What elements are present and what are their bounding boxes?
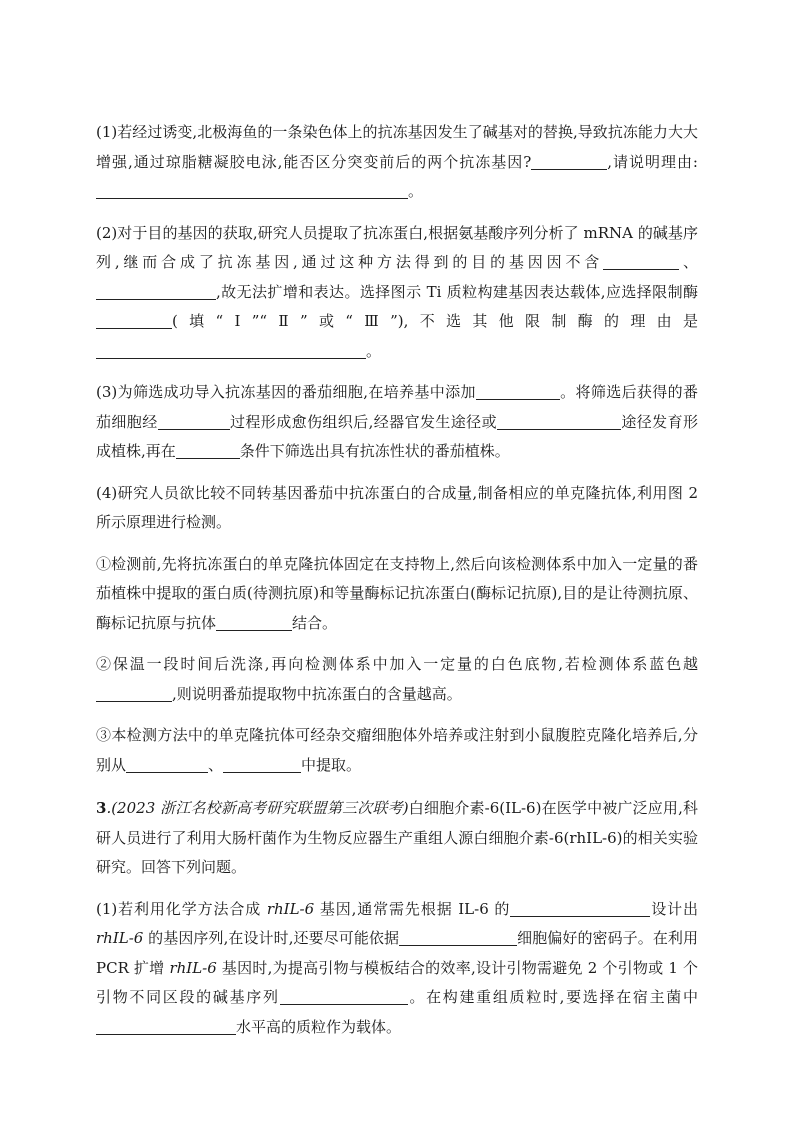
- text: 白细胞介素-6(IL-6)在医学中被广泛应用,科研人员进行了利用大肠杆菌作为生物反应器生产重组人源白细胞介素-6(rhIL-6)的相关实验研究。回答下列问题。: [96, 799, 698, 876]
- gene-name: rhIL-6: [169, 958, 217, 977]
- text: (3)为筛选成功导入抗冻基因的番茄细胞,在培养基中添加: [96, 383, 476, 401]
- answer-blank[interactable]: [399, 927, 517, 946]
- text: 的基因序列,在设计时,还要尽可能依据: [143, 929, 400, 947]
- answer-blank[interactable]: [476, 381, 560, 400]
- text: 、: [679, 253, 698, 271]
- answer-blank[interactable]: [96, 310, 172, 329]
- text: 水平高的质粒作为载体。: [236, 1017, 402, 1036]
- question-number: 3: [96, 799, 107, 817]
- answer-blank[interactable]: [126, 754, 208, 773]
- text: (填“Ⅰ”“Ⅱ”或“Ⅲ”),不选其他限制酶的理由是: [172, 312, 698, 330]
- text: 结合。: [292, 613, 338, 632]
- question-3-stem: [96, 794, 698, 883]
- text: (2)对于目的基因的获取,研究人员提取了抗冻蛋白,根据氨基酸序列分析了 mRNA 的碱基序列,继而合成了抗冻基因,通过这种方法得到的目的基因因不含: [96, 223, 698, 271]
- text: ②保温一段时间后洗涤,再向检测体系中加入一定量的白色底物,若检测体系蓝色越: [96, 655, 698, 673]
- answer-blank[interactable]: [280, 986, 408, 1005]
- answer-blank[interactable]: [158, 411, 230, 430]
- question-1-1: [96, 118, 698, 207]
- text: 途径发育形成植株,再在: [96, 412, 698, 460]
- question-1-4: (4)研究人员欲比较不同转基因番茄中抗冻蛋白的合成量,制备相应的单克隆抗体,利用图 2 所示原理进行检测。: [96, 483, 698, 531]
- question-1-3: [96, 378, 698, 467]
- answer-blank[interactable]: [510, 898, 650, 917]
- text: 设计出: [650, 899, 698, 918]
- text: 。在构建重组质粒时,要选择在宿主菌中: [407, 988, 698, 1006]
- answer-blank[interactable]: [531, 151, 607, 170]
- question-3-1: [96, 895, 698, 1043]
- question-1-4-iii: [96, 721, 698, 780]
- question-1-4-ii: [96, 650, 698, 709]
- text: (1)若经过诱变,北极海鱼的一条染色体上的抗冻基因发生了碱基对的替换,导致抗冻能力大大增强,通过琼脂糖凝胶电泳,能否区分突变前后的两个抗冻基因?: [96, 123, 698, 171]
- text: 。: [408, 182, 424, 200]
- text: ,则说明番茄提取物中抗冻蛋白的含量越高。: [172, 684, 462, 703]
- answer-blank[interactable]: [603, 251, 679, 270]
- text: 。: [366, 341, 382, 360]
- text: 细胞偏好的密码子。在利用 PCR 扩增: [96, 929, 698, 977]
- text: 条件下筛选出具有抗冻性状的番茄植株。: [239, 442, 510, 460]
- text: ①检测前,先将抗冻蛋白的单克隆抗体固定在支持物上,然后向该检测体系中加入一定量的番茄植株中提取的蛋白质(待测抗原)和等量酶标记抗冻蛋白(酶标记抗原),目的是让待测抗原、酶标记抗原与抗体: [96, 554, 698, 632]
- answer-blank[interactable]: [223, 754, 301, 773]
- answer-blank[interactable]: [96, 683, 172, 702]
- text: 中提取。: [301, 755, 362, 774]
- answer-blank[interactable]: [96, 340, 366, 359]
- text: ,故无法扩增和表达。选择图示 Ti 质粒构建基因表达载体,应选择限制酶: [216, 282, 698, 301]
- gene-name: rhIL-6: [266, 899, 315, 918]
- exam-page: [96, 118, 698, 1042]
- text: 基因时,为提高引物与模板结合的效率,设计引物需避免 2 个引物或 1 个引物不同区段的碱基序列: [96, 958, 698, 1006]
- text: ,请说明理由:: [607, 152, 698, 171]
- answer-blank[interactable]: [96, 1016, 236, 1035]
- text: 、: [208, 755, 224, 774]
- text: 过程形成愈伤组织后,经器官发生途径或: [229, 412, 497, 431]
- gene-name: rhIL-6: [96, 929, 144, 947]
- answer-blank[interactable]: [96, 180, 408, 199]
- answer-blank[interactable]: [176, 440, 240, 459]
- text: 。将筛选后获得的番茄细胞经: [96, 383, 698, 431]
- text: (1)若利用化学方法合成: [96, 899, 267, 918]
- question-1-4-i: [96, 550, 698, 639]
- text: ③本检测方法中的单克隆抗体可经杂交瘤细胞体外培养或注射到小鼠腹腔克隆化培养后,分别从: [96, 726, 698, 774]
- question-source: .(2023 浙江名校新高考研究联盟第三次联考): [106, 799, 409, 817]
- question-1-2: [96, 219, 698, 367]
- answer-blank[interactable]: [96, 281, 216, 300]
- text: 基因,通常需先根据 IL-6 的: [314, 899, 511, 918]
- answer-blank[interactable]: [216, 612, 292, 631]
- answer-blank[interactable]: [497, 411, 621, 430]
